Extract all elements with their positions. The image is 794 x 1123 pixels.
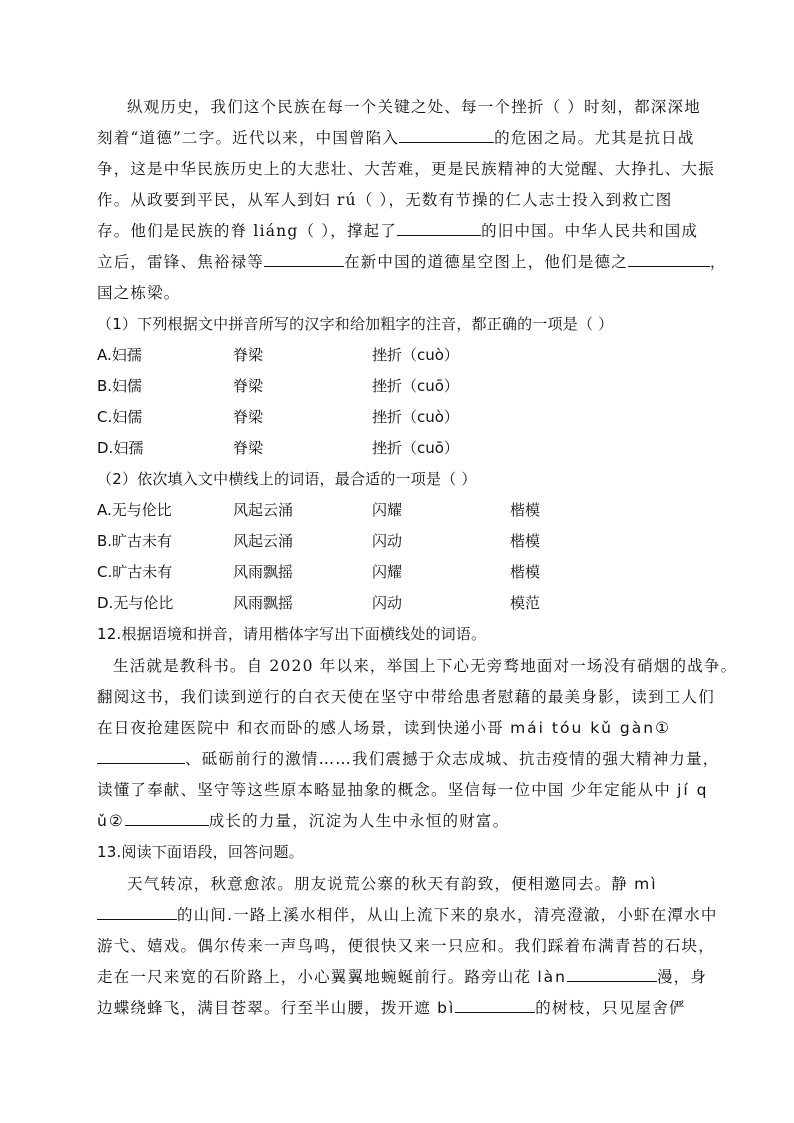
option-item: 楷模 — [510, 501, 541, 519]
option-item: 风雨飘摇 — [233, 563, 294, 581]
passage-text: 游弋、嬉戏。偶尔传来一声鸟鸣，便很快又来一只应和。我们踩着布满青苔的石块， — [97, 937, 715, 955]
answer-blank[interactable] — [455, 998, 535, 1013]
option-item: 风雨飘摇 — [233, 594, 294, 612]
option-label[interactable]: C.旷古未有 — [97, 563, 173, 581]
passage-text: 作。从政要到平民，从军人到妇 rú（ ），无数有节操的仁人志士投入到救亡图 — [97, 191, 673, 209]
option-label[interactable]: D.妇孺 — [97, 439, 144, 457]
passage-text: 翻阅这书，我们读到逆行的白衣天使在坚守中带给患者慰藉的最美身影，读到工人们 — [97, 688, 715, 706]
passage-line — [97, 190, 672, 210]
passage-text: 的山间.一路上溪水相伴，从山上流下来的泉水，清亮澄澈，小虾在潭水中 — [177, 906, 718, 924]
option-label[interactable]: A.妇孺 — [97, 346, 142, 364]
passage-text: 生活就是教科书。自 2020 年以来，举国上下心无旁骛地面对一场没有硝烟的战争。 — [113, 657, 738, 675]
answer-blank[interactable] — [97, 905, 177, 920]
option-item: 闪耀 — [372, 501, 403, 519]
passage-line — [97, 998, 686, 1018]
answer-blank[interactable] — [264, 252, 344, 267]
option-item: 脊梁 — [233, 377, 264, 395]
option-item: 脊梁 — [233, 408, 264, 426]
option-item: 楷模 — [510, 563, 541, 581]
option-item: 挫折（cuō） — [372, 377, 459, 395]
passage-line — [97, 905, 718, 925]
option-item: 挫折（cuò） — [372, 408, 459, 426]
passage-text: 、砥砺前行的激情……我们震撼于众志成城、抗击疫情的强大精神力量， — [185, 750, 720, 768]
passage-line — [97, 780, 708, 800]
passage-line — [97, 128, 695, 148]
option-item: 挫折（cuō） — [372, 439, 459, 457]
question-title: 12.根据语境和拼音，请用楷体字写出下面横线处的词语。 — [97, 625, 487, 643]
passage-text: ， — [709, 253, 727, 271]
answer-blank[interactable] — [567, 967, 657, 982]
passage-line — [97, 283, 181, 303]
passage-text: 的危困之局。尤其是抗日战 — [494, 129, 695, 147]
question-stem: （1）下列根据文中拼音所写的汉字和给加粗字的注音，都正确的一项是（ ） — [97, 315, 614, 333]
passage-line — [97, 252, 727, 272]
passage-text: 存。他们是民族的脊 liáng（ ），撑起了 — [97, 222, 398, 240]
pinyin-text: mái tóu kǔ gàn — [510, 719, 656, 737]
passage-text: 读懂了奉献、坚守等这些原本略显抽象的概念。坚信每一位中国 少年定能从中 — [97, 781, 678, 799]
passage-text: ① — [655, 719, 671, 737]
passage-text: 漫，身 — [656, 968, 708, 986]
answer-blank[interactable] — [397, 221, 481, 236]
passage-text: 争，这是中华民族历史上的大悲壮、大苦难，更是民族精神的大觉醒、大挣扎、大振 — [97, 160, 715, 178]
passage-text: 纵观历史，我们这个民族在每一个关键之处、每一个挫折（ ）时刻，都深深地 — [127, 98, 701, 116]
option-label[interactable]: B.妇儒 — [97, 377, 143, 395]
passage-line — [127, 874, 658, 894]
passage-line — [97, 749, 719, 769]
passage-text: 刻着“道德”二字。近代以来，中国曾陷入 — [97, 129, 400, 147]
passage-text: 走在一尺来宽的石阶路上，小心翼翼地蜿蜒前行。路旁山花 — [97, 968, 538, 986]
pinyin-text: làn — [537, 968, 567, 986]
passage-text: 的树枝，只见屋舍俨 — [535, 999, 686, 1017]
option-item: 模范 — [510, 594, 541, 612]
passage-text: 成长的力量，沉淀为人生中永恒的财富。 — [208, 812, 510, 830]
question-title: 13.阅读下面语段，回答问题。 — [97, 843, 304, 861]
answer-blank[interactable] — [628, 252, 710, 267]
passage-text: 立后，雷锋、焦裕禄等 — [97, 253, 265, 271]
option-item: 风起云涌 — [233, 501, 294, 519]
passage-text: 的旧中国。中华人民共和国成 — [481, 222, 699, 240]
pinyin-text: ǔ② — [97, 812, 125, 830]
answer-blank[interactable] — [399, 128, 494, 143]
passage-text: 国之栋梁。 — [97, 284, 181, 302]
passage-line — [127, 97, 701, 117]
option-item: 闪动 — [372, 594, 403, 612]
option-label[interactable]: D.无与伦比 — [97, 594, 174, 612]
answer-blank[interactable] — [97, 749, 185, 764]
passage-line — [97, 159, 715, 179]
passage-line — [97, 811, 509, 831]
question-stem: （2）依次填入文中横线上的词语，最合适的一项是（ ） — [97, 470, 477, 488]
option-item: 风起云涌 — [233, 532, 294, 550]
passage-text: 天气转凉，秋意愈浓。朋友说荒公寨的秋天有韵致，便相邀同去。静 — [127, 875, 635, 893]
option-item: 脊梁 — [233, 346, 264, 364]
passage-line — [97, 967, 707, 987]
option-item: 脊梁 — [233, 439, 264, 457]
option-item: 闪动 — [372, 532, 403, 550]
option-item: 楷模 — [510, 532, 541, 550]
passage-text: 边蝶绕蜂飞，满目苍翠。行至半山腰，拨开遮 — [97, 999, 438, 1017]
answer-blank[interactable] — [125, 811, 209, 826]
passage-text: 在日夜抢建医院中 和衣而卧的感人场景，读到快递小哥 — [97, 719, 511, 737]
passage-line — [97, 718, 670, 738]
passage-line — [97, 221, 698, 241]
passage-line — [97, 936, 715, 956]
option-label[interactable]: B.旷古未有 — [97, 532, 173, 550]
passage-line — [97, 687, 715, 707]
passage-line — [113, 656, 737, 676]
pinyin-text: mì — [634, 875, 658, 893]
option-label[interactable]: C.妇儒 — [97, 408, 143, 426]
option-label[interactable]: A.无与伦比 — [97, 501, 172, 519]
option-item: 闪耀 — [372, 563, 403, 581]
pinyin-text: bì — [437, 999, 456, 1017]
passage-text: 在新中国的道德星空图上，他们是德之 — [344, 253, 628, 271]
option-item: 挫折（cuò） — [372, 346, 459, 364]
pinyin-text: jí q — [677, 781, 709, 799]
